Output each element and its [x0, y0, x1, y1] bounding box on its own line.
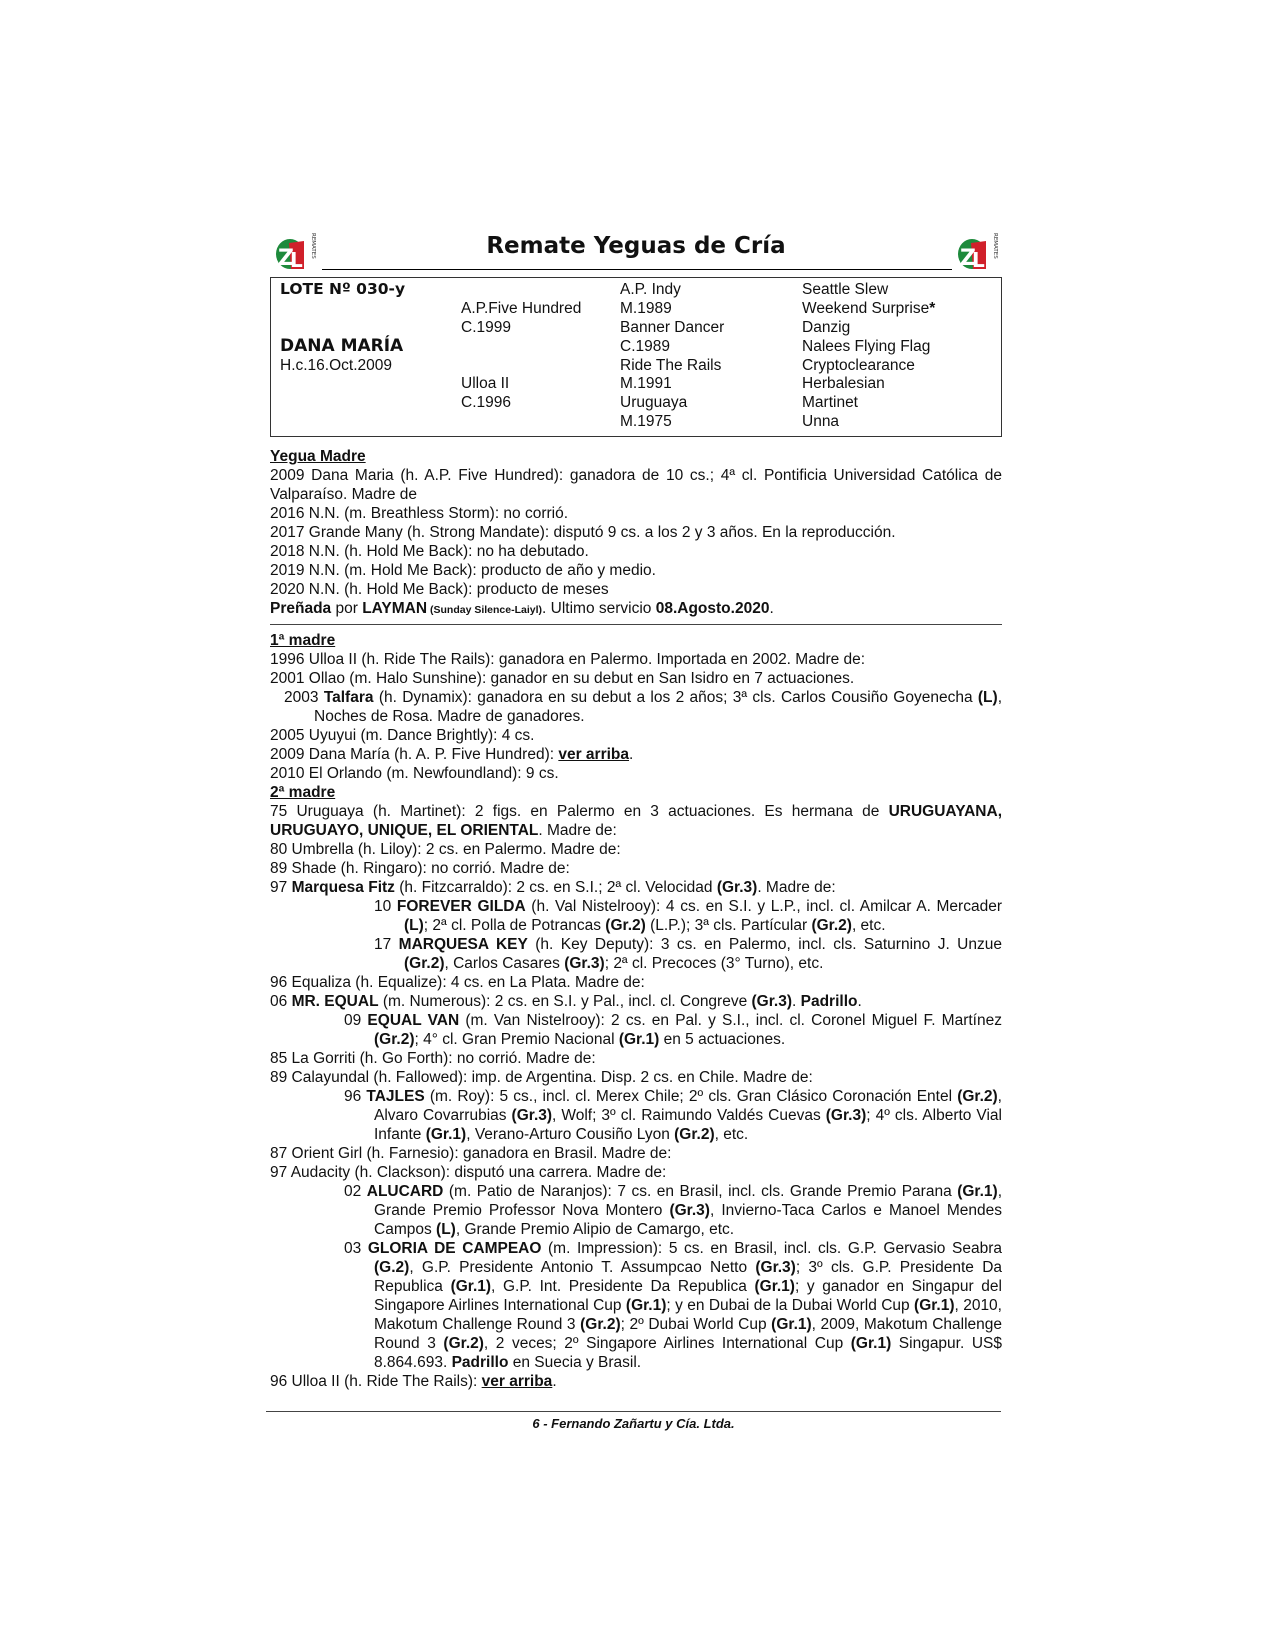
ggp-7: Martinet	[802, 394, 858, 411]
svg-text:REMATES: REMATES	[310, 233, 316, 259]
produce-line: 80 Umbrella (h. Liloy): 2 cs. en Palermo. Madre de:	[270, 841, 621, 858]
sire-info: C.1999	[461, 319, 511, 336]
produce-line: 96 Equaliza (h. Equalize): 4 cs. en La Plata. Madre de:	[270, 974, 645, 991]
granddam-1: Banner Dancer	[620, 319, 725, 336]
produce-line: 2017 Grande Many (h. Strong Mandate): disputó 9 cs. a los 2 y 3 años. En la reproducción.	[270, 524, 896, 541]
yegua-madre-intro: 2009 Dana Maria (h. A.P. Five Hundred): ganadora de 10 cs.; 4ª cl. Pontificia Universidad Católica de Valparaíso. Madre de	[270, 467, 1002, 503]
dam-info: C.1996	[461, 394, 511, 411]
svg-text:L: L	[972, 248, 985, 272]
grandsire-2: Ride The Rails	[620, 357, 722, 374]
lot-number: LOTE Nº 030-y	[280, 280, 406, 298]
produce-line: 97 Marquesa Fitz (h. Fitzcarraldo): 2 cs. en S.I.; 2ª cl. Velocidad (Gr.3). Madre de:	[270, 879, 836, 896]
document-header	[270, 225, 1002, 275]
primera-intro: 1996 Ulloa II (h. Ride The Rails): ganadora en Palermo. Importada en 2002. Madre de:	[270, 651, 866, 668]
horse-birth: H.c.16.Oct.2009	[280, 357, 393, 374]
segunda-intro: 75 Uruguaya (h. Martinet): 2 figs. en Palermo en 3 actuaciones. Es hermana de URUGUAYANA, URUGUAYO, UNIQUE, EL ORIENTAL. Madre de:	[270, 803, 1002, 839]
ggp-6: Herbalesian	[802, 375, 885, 392]
ggp-1: Seattle Slew	[802, 281, 889, 298]
produce-line: 2016 N.N. (m. Breathless Storm): no corrió.	[270, 505, 569, 522]
produce-line: 10 FOREVER GILDA (h. Val Nistelrooy): 4 cs. en S.I. y L.P., incl. cl. Amilcar A. Mercader (L); 2ª cl. Polla de Potrancas (Gr.2) (L.P.); 3ª cls. Partícular (Gr.2), etc.	[374, 898, 1002, 934]
produce-line: 2010 El Orlando (m. Newfoundland): 9 cs.	[270, 765, 559, 782]
produce-line: 85 La Gorriti (h. Go Forth): no corrió. Madre de:	[270, 1050, 596, 1067]
produce-line: 02 ALUCARD (m. Patio de Naranjos): 7 cs. en Brasil, incl. cls. Grande Premio Parana (Gr.1), Grande Premio Professor Nova Montero (Gr.3), Invierno-Taca Carlos e Manoel Mendes Campos (L), Grande Premio Alipio de Camargo, etc.	[344, 1183, 1002, 1238]
section-heading-segunda-madre: 2ª madre	[270, 784, 336, 801]
produce-line: 97 Audacity (h. Clackson): disputó una carrera. Madre de:	[270, 1164, 667, 1181]
svg-text:L: L	[290, 248, 303, 272]
granddam-2-info: M.1975	[620, 413, 672, 430]
sire-name: A.P.Five Hundred	[461, 300, 582, 317]
produce-line: 96 TAJLES (m. Roy): 5 cs., incl. cl. Merex Chile; 2º cls. Gran Clásico Coronación Entel (Gr.2), Alvaro Covarrubias (Gr.3), Wolf; 3º cl. Raimundo Valdés Cuevas (Gr.3); 4º cls. Alberto Vial Infante (Gr.1), Verano-Arturo Cousiño Lyon (Gr.2), etc.	[344, 1088, 1003, 1143]
ggp-5: Cryptoclearance	[802, 357, 915, 374]
granddam-1-info: C.1989	[620, 338, 670, 355]
produce-line: 2003 Talfara (h. Dynamix): ganadora en su debut a los 2 años; 3ª cls. Carlos Cousiño Goyenecha (L), Noches de Rosa. Madre de ganadores.	[284, 689, 1002, 725]
header-rule	[322, 269, 952, 270]
footer-rule	[266, 1411, 1001, 1412]
ggp-3: Danzig	[802, 319, 851, 336]
produce-line: 2001 Ollao (m. Halo Sunshine): ganador en su debut en San Isidro en 7 actuaciones.	[270, 670, 855, 687]
page-title: Remate Yeguas de Cría	[486, 233, 786, 259]
produce-line: 06 MR. EQUAL (m. Numerous): 2 cs. en S.I. y Pal., incl. cl. Congreve (Gr.3). Padrillo.	[270, 993, 862, 1010]
page-footer: 6 - Fernando Zañartu y Cía. Ltda.	[532, 1416, 735, 1431]
zl-remates-logo-right	[952, 225, 1002, 275]
document-body	[270, 447, 1002, 1391]
produce-line: 2005 Uyuyui (m. Dance Brightly): 4 cs.	[270, 727, 535, 744]
grandsire-2-info: M.1991	[620, 375, 672, 392]
svg-text:Z: Z	[278, 246, 294, 271]
pregnancy-line: Preñada por LAYMAN (Sunday Silence-Laiyl). Ultimo servicio 08.Agosto.2020.	[270, 600, 774, 617]
svg-text:Z: Z	[960, 246, 976, 271]
section-divider	[270, 624, 1002, 625]
produce-line: 89 Calayundal (h. Fallowed): imp. de Argentina. Disp. 2 cs. en Chile. Madre de:	[270, 1069, 813, 1086]
horse-name: DANA MARÍA	[280, 336, 404, 356]
produce-line: 2018 N.N. (h. Hold Me Back): no ha debutado.	[270, 543, 589, 560]
ggp-2: Weekend Surprise*	[802, 300, 936, 317]
produce-line: 17 MARQUESA KEY (h. Key Deputy): 3 cs. en Palermo, incl. cls. Saturnino J. Unzue (Gr.2), Carlos Casares (Gr.3); 2ª cl. Precoces (3° Turno), etc.	[374, 936, 1002, 972]
granddam-2: Uruguaya	[620, 394, 688, 411]
grandsire-1-info: M.1989	[620, 300, 672, 317]
produce-line: 89 Shade (h. Ringaro): no corrió. Madre de:	[270, 860, 570, 877]
ggp-4: Nalees Flying Flag	[802, 338, 931, 355]
produce-line: 2009 Dana María (h. A. P. Five Hundred): ver arriba.	[270, 746, 634, 763]
produce-line: 2020 N.N. (h. Hold Me Back): producto de meses	[270, 581, 609, 598]
ggp-8: Unna	[802, 413, 840, 430]
section-heading-primera-madre: 1ª madre	[270, 632, 336, 649]
document-page	[270, 225, 1002, 1391]
produce-line: 96 Ulloa II (h. Ride The Rails): ver arriba.	[270, 1373, 557, 1390]
svg-text:REMATES: REMATES	[992, 233, 998, 259]
produce-line: 09 EQUAL VAN (m. Van Nistelrooy): 2 cs. en Pal. y S.I., incl. cl. Coronel Miguel F. Martínez (Gr.2); 4° cl. Gran Premio Nacional (Gr.1) en 5 actuaciones.	[344, 1012, 1002, 1048]
produce-line: 03 GLORIA DE CAMPEAO (m. Impression): 5 cs. en Brasil, incl. cls. G.P. Gervasio Seabra (G.2), G.P. Presidente Antonio T. Assumpcao Netto (Gr.3); 3º cls. G.P. Presidente Da Republica (Gr.1), G.P. Int. Presidente Da Republica (Gr.1); y ganador en Singapur del Singapore Airlines International Cup (Gr.1); y en Dubai de la Dubai World Cup (Gr.1), 2010, Makotum Challenge Round 3 (Gr.2); 2º Dubai World Cup (Gr.1), 2009, Makotum Challenge Round 3 (Gr.2), 2 veces; 2º Singapore Airlines International Cup (Gr.1) Singapur. US$ 8.864.693. Padrillo en Suecia y Brasil.	[344, 1240, 1003, 1371]
produce-line: 2019 N.N. (m. Hold Me Back): producto de año y medio.	[270, 562, 656, 579]
dam-name: Ulloa II	[461, 375, 510, 392]
pedigree-box	[270, 277, 1002, 437]
grandsire-1: A.P. Indy	[620, 281, 681, 298]
section-heading-yegua-madre: Yegua Madre	[270, 448, 366, 465]
produce-line: 87 Orient Girl (h. Farnesio): ganadora en Brasil. Madre de:	[270, 1145, 672, 1162]
